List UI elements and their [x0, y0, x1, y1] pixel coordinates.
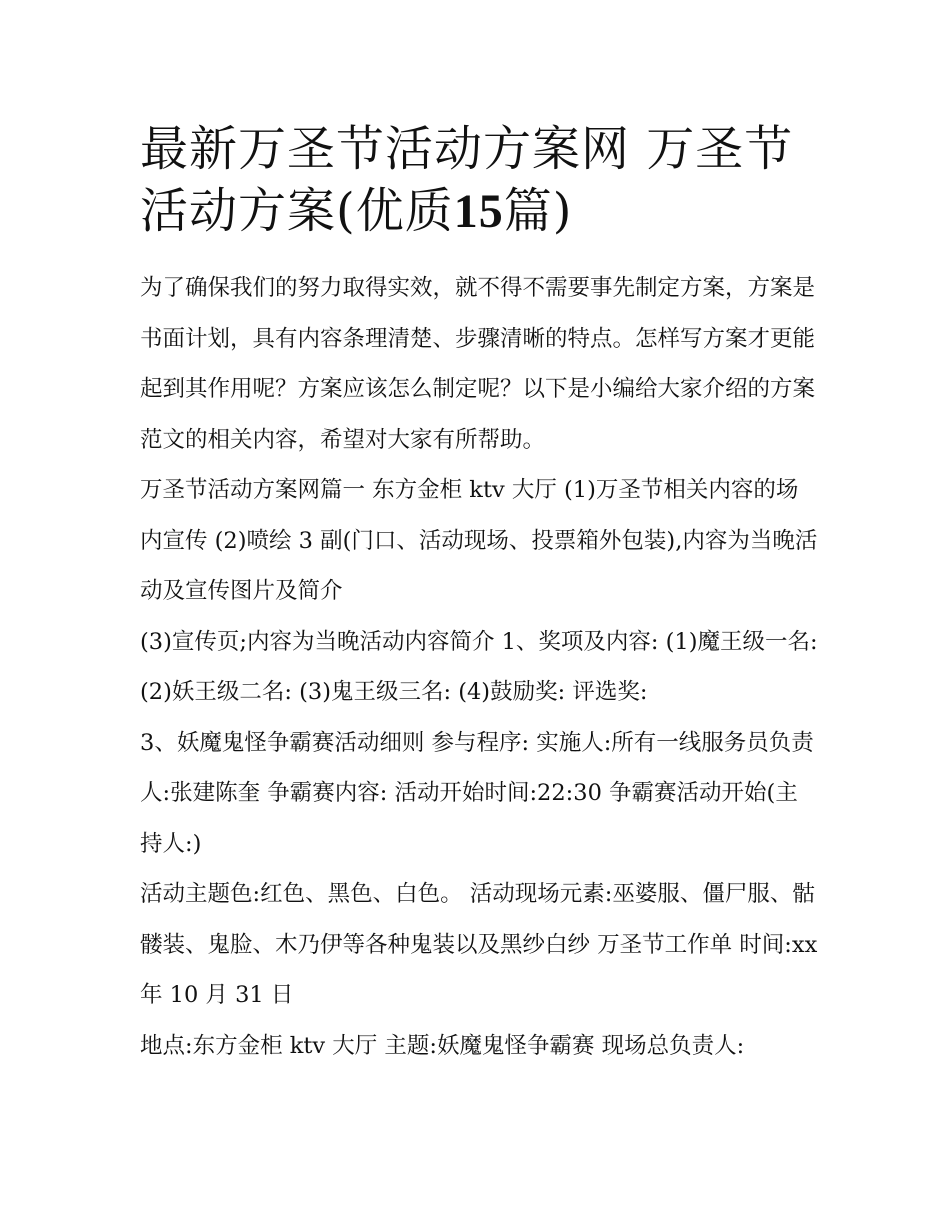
- paragraph-location: 地点:东方金柜 ktv 大厅 主题:妖魔鬼怪争霸赛 现场总负责人:: [140, 1032, 745, 1059]
- title-text-part1: 最新万圣节活动方案网 万圣节活动方案(优质: [140, 121, 794, 239]
- paragraph-contest-rules: 3、妖魔鬼怪争霸赛活动细则 参与程序: 实施人:所有一线服务员负责人:张建陈奎 争霸赛内容: 活动开始时间:22:30 争霸赛活动开始(主持人:): [140, 729, 814, 857]
- paragraph-awards: (3)宣传页;内容为当晚活动内容简介 1、奖项及内容: (1)魔王级一名: (2)妖王级二名: (3)鬼王级三名: (4)鼓励奖: 评选奖:: [140, 628, 818, 705]
- paragraph-theme: 活动主题色:红色、黑色、白色。 活动现场元素:巫婆服、僵尸服、骷髅装、鬼脸、木乃伊等各种鬼装以及黑纱白纱 万圣节工作单 时间:xx 年 10 月 31 日: [140, 881, 818, 1008]
- paragraph-plan-one: 万圣节活动方案网篇一 东方金柜 ktv 大厅 (1)万圣节相关内容的场内宣传 (2)喷绘 3 副(门口、活动现场、投票箱外包装),内容为当晚活动及宣传图片及简介: [140, 477, 818, 604]
- document-title: [140, 118, 820, 243]
- document-page: [140, 118, 820, 1071]
- document-body: [140, 263, 820, 1071]
- title-number: 15: [453, 185, 504, 238]
- title-text-part2: 篇): [503, 183, 573, 239]
- paragraph-intro: 为了确保我们的努力取得实效，就不得不需要事先制定方案，方案是书面计划，具有内容条理清楚、步骤清晰的特点。怎样写方案才更能起到其作用呢？方案应该怎么制定呢？以下是小编给大家介绍的方案范文的相关内容，希望对大家有所帮助。: [140, 275, 816, 453]
